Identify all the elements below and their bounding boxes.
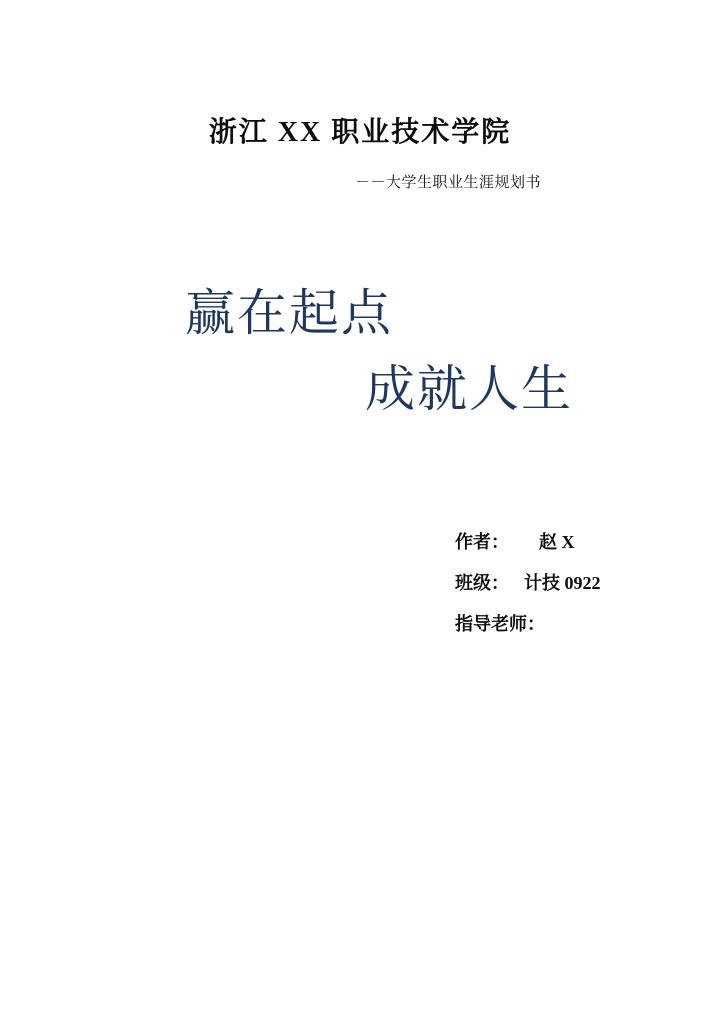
main-title-line-1: 赢在起点 bbox=[185, 285, 393, 341]
school-title: 浙江 XX 职业技术学院 bbox=[208, 117, 512, 148]
info-row-class bbox=[455, 573, 601, 614]
author-info-block bbox=[455, 532, 601, 655]
cover-main-title bbox=[185, 285, 573, 417]
advisor-label: 指导老师： bbox=[455, 614, 545, 634]
author-value: 赵 X bbox=[539, 532, 575, 552]
main-title-line-2: 成就人生 bbox=[365, 361, 573, 417]
class-label: 班级： bbox=[455, 573, 509, 593]
info-row-advisor bbox=[455, 614, 601, 655]
info-row-author bbox=[455, 532, 601, 573]
class-value: 计技 0922 bbox=[524, 573, 601, 593]
author-label: 作者： bbox=[455, 532, 509, 552]
document-subtitle: －－大学生职业生涯规划书 bbox=[355, 174, 542, 191]
